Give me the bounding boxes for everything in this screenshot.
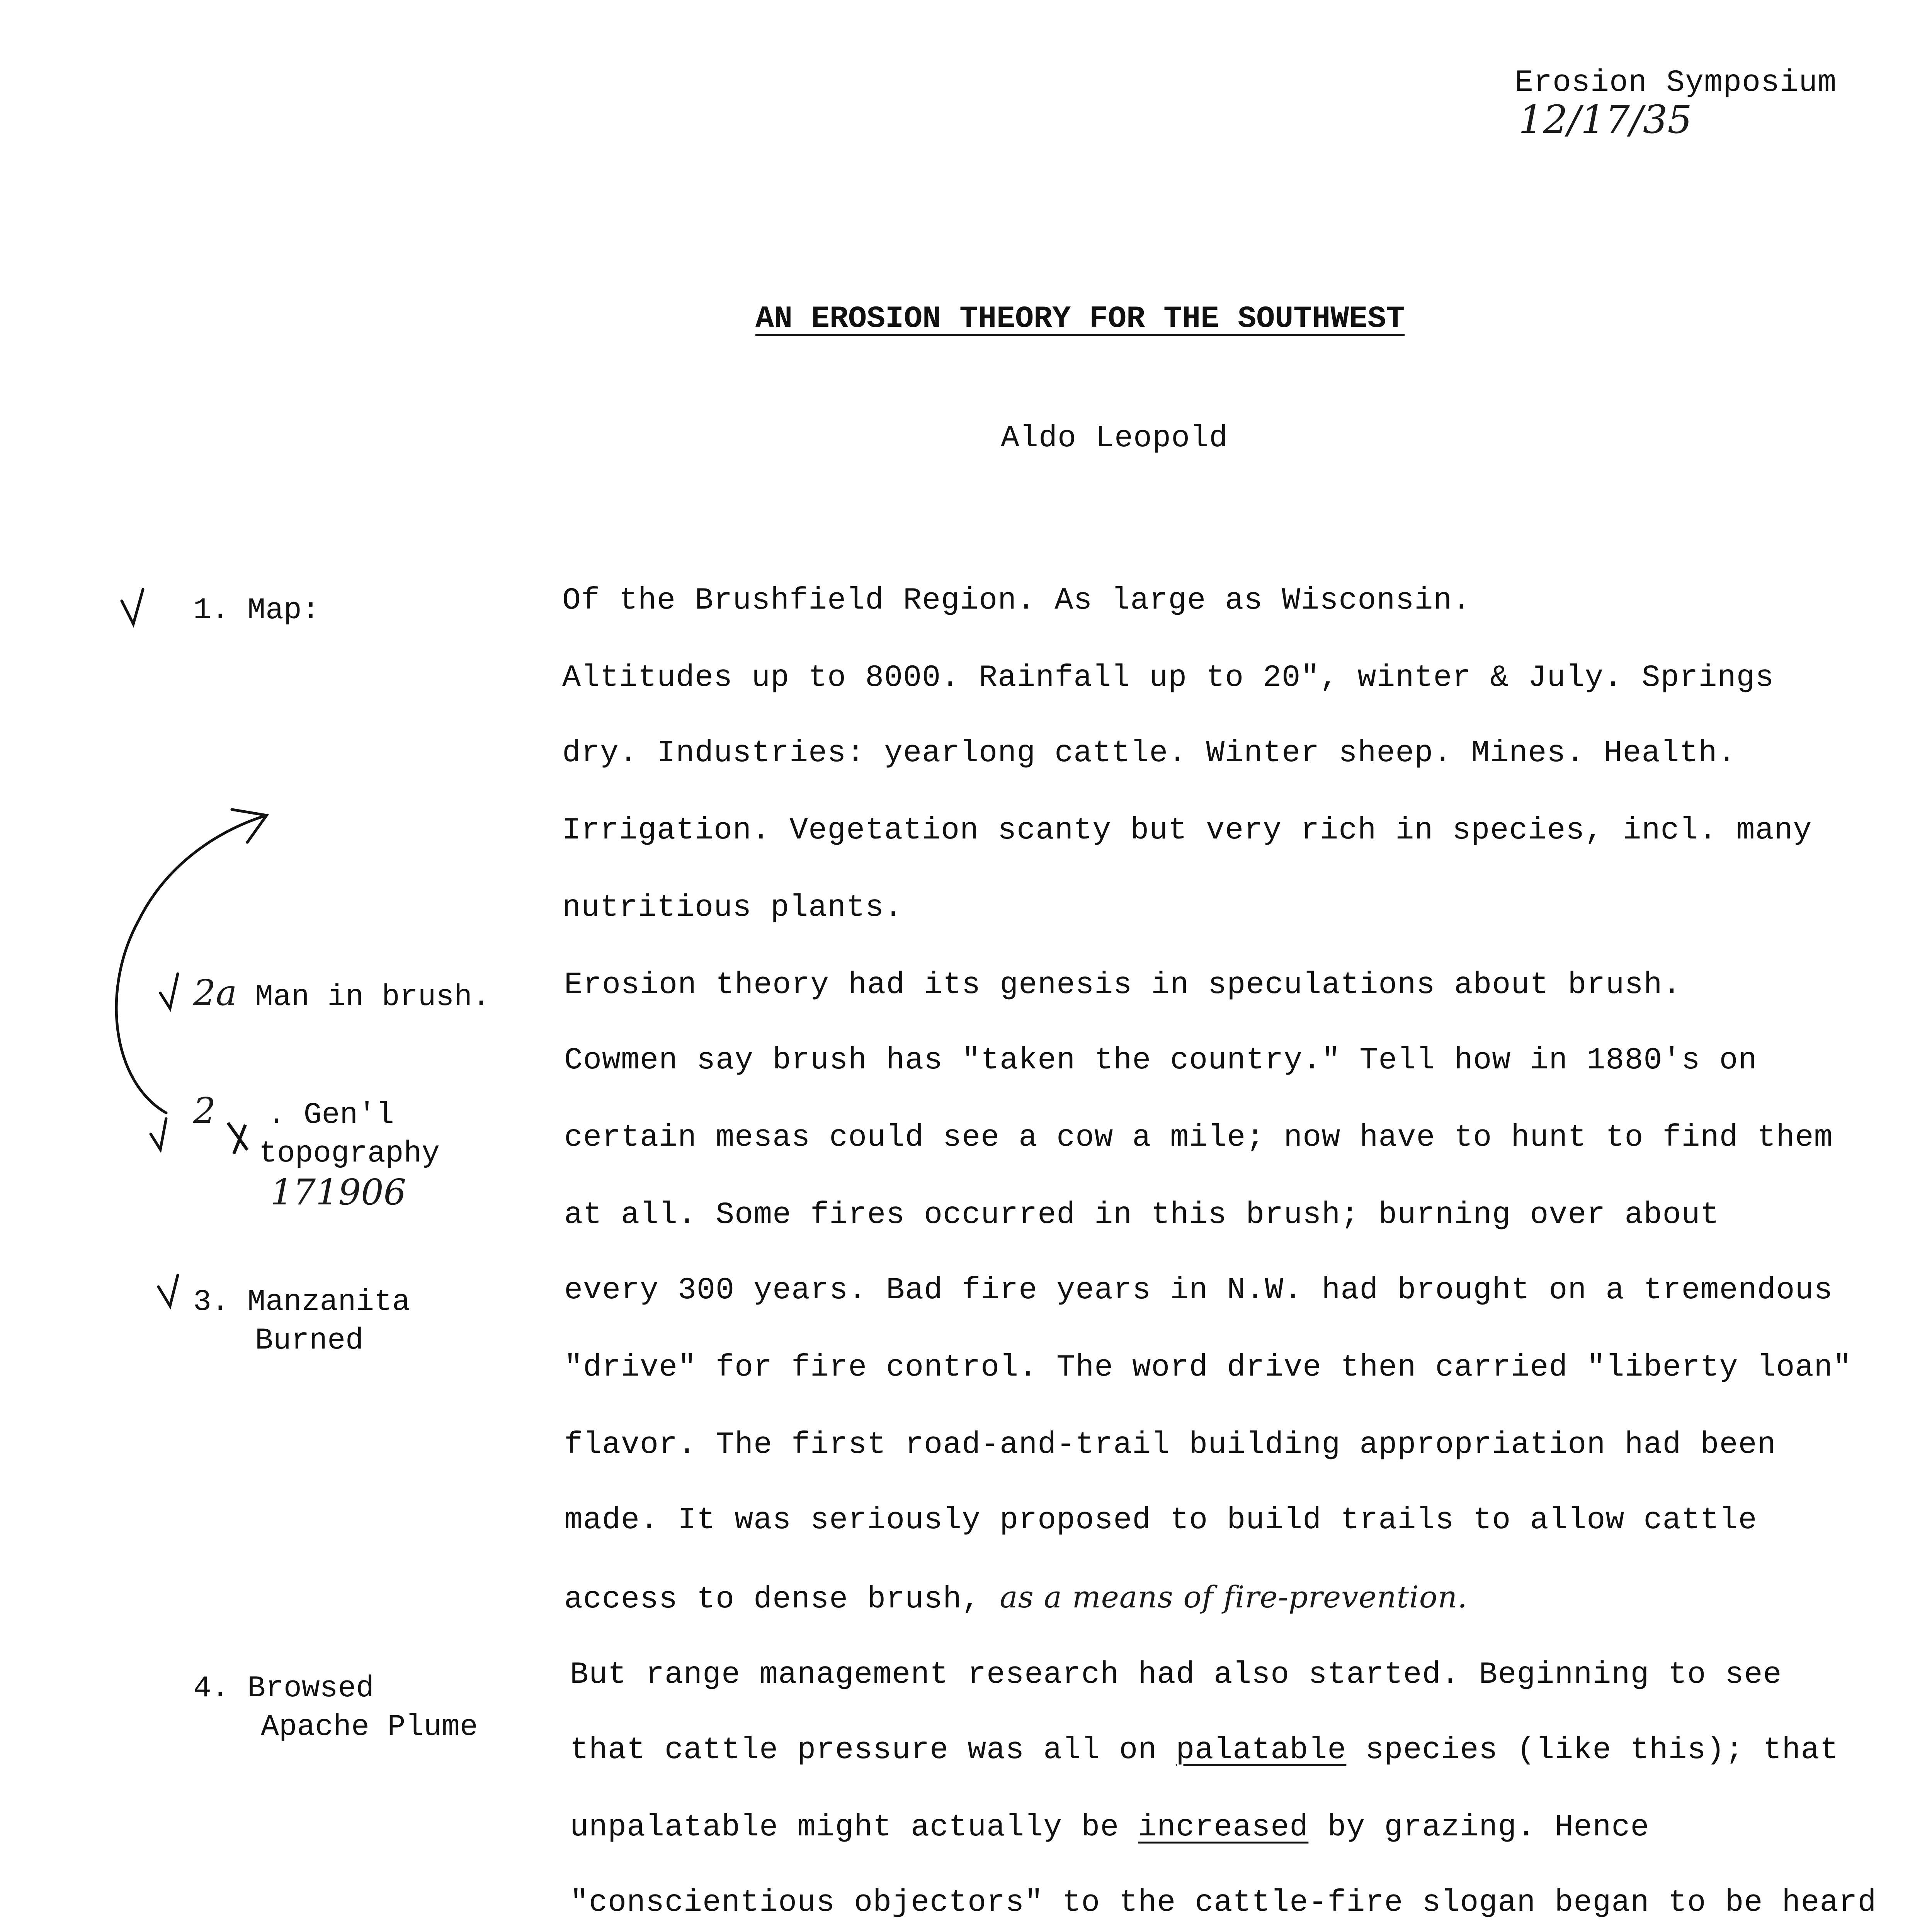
symposium-label: Erosion Symposium (1515, 65, 1837, 100)
body-text: that cattle pressure was all on (570, 1733, 1176, 1768)
margin-note-2b-code: 171906 (270, 1172, 406, 1213)
body-line: nutritious plants. (562, 890, 903, 925)
curved-arrow-icon (116, 815, 267, 1113)
margin-note-2b-topography: topography (259, 1137, 440, 1171)
body-line: at all. Some fires occurred in this brush; burning over about (564, 1197, 1719, 1233)
checkmark-icon (151, 1119, 166, 1150)
body-line-handwritten-insert (564, 1582, 1468, 1615)
body-line: every 300 years. Bad fire years in N.W. had brought on a tremendous (564, 1273, 1833, 1308)
body-line: Erosion theory had its genesis in speculations about brush. (564, 968, 1682, 1003)
body-line: certain mesas could see a cow a mile; now have to hunt to find them (564, 1120, 1833, 1155)
handwritten-insertion: as a means of fire-prevention. (1000, 1580, 1468, 1615)
body-line (570, 1812, 1649, 1843)
margin-note-2a-text: Man in brush. (255, 980, 490, 1014)
handwritten-date: 12/17/35 (1519, 97, 1692, 142)
margin-note-2b-number: 2 (193, 1090, 216, 1131)
body-line: Altitudes up to 8000. Rainfall up to 20", winter & July. Springs (562, 660, 1774, 696)
body-line: "drive" for fire control. The word drive then carried "liberty loan" (564, 1350, 1852, 1385)
body-line-text: access to dense brush, (564, 1582, 981, 1617)
underlined-word: palatable (1176, 1733, 1347, 1768)
body-line: Of the Brushfield Region. As large as Wisconsin. (562, 583, 1471, 618)
margin-note-map: 1. Map: (193, 594, 320, 628)
checkmark-icon (158, 1275, 178, 1306)
body-line: "conscientious objectors" to the cattle-fire slogan began to be heard (570, 1885, 1877, 1920)
body-text: by grazing. Hence (1308, 1810, 1650, 1845)
margin-note-2a-number: 2a (193, 972, 237, 1014)
body-line: Cowmen say brush has "taken the country." Tell how in 1880's on (564, 1043, 1757, 1078)
body-line: dry. Industries: yearlong cattle. Winter sheep. Mines. Health. (562, 736, 1736, 771)
body-text: species (like this); that (1346, 1733, 1839, 1768)
body-line: But range management research had also started. Beginning to see (570, 1657, 1782, 1692)
body-line: made. It was seriously proposed to build trails to allow cattle (564, 1503, 1757, 1538)
margin-note-4-line1: 4. Browsed (193, 1672, 374, 1706)
checkmark-icon (122, 589, 143, 624)
body-line (570, 1735, 1839, 1766)
margin-note-3-line2: Burned (255, 1324, 364, 1358)
underlined-word: increased (1138, 1810, 1309, 1845)
document-title: AN EROSION THEORY FOR THE SOUTHWEST (755, 301, 1405, 337)
margin-note-3-line1: 3. Manzanita (193, 1285, 410, 1319)
body-line: flavor. The first road-and-trail building appropriation had been (564, 1427, 1776, 1463)
margin-note-4-line2: Apache Plume (261, 1710, 478, 1744)
body-line: Irrigation. Vegetation scanty but very rich in species, incl. many (562, 813, 1812, 848)
body-text: unpalatable might actually be (570, 1810, 1138, 1845)
author-name: Aldo Leopold (1001, 421, 1228, 456)
checkmark-icon (160, 974, 178, 1009)
margin-note-2b-text: . Gen'l (267, 1098, 394, 1132)
